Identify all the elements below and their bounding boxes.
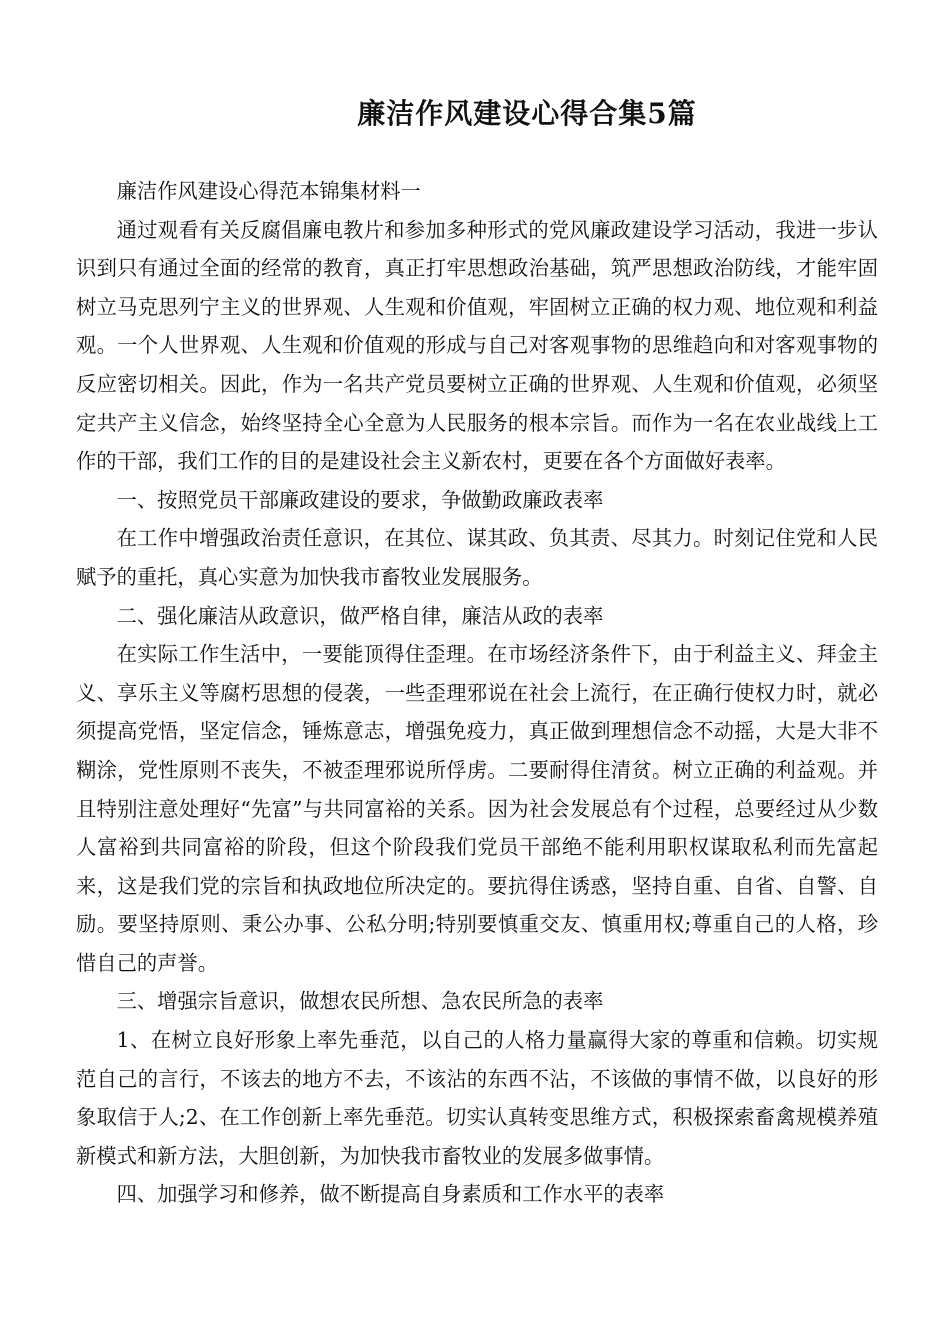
- section-heading-3: 三、增强宗旨意识，做想农民所想、急农民所急的表率: [116, 989, 604, 1014]
- section-heading-1: 一、按照党员干部廉政建设的要求，争做勤政廉政表率: [116, 487, 604, 512]
- paragraph-subtitle: 廉洁作风建设心得范本锦集材料一: [116, 179, 421, 203]
- paragraph-section-1: 在工作中增强政治责任意识，在其位、谋其政、负其责、尽其力。时刻记住党和人民赋予的重托，真心实意为加快我市畜牧业发展服务。: [76, 526, 878, 589]
- paragraph-intro: 通过观看有关反腐倡廉电教片和参加多种形式的党风廉政建设学习活动，我进一步认识到只有通过全面的经常的教育，真正打牢思想政治基础，筑严思想政治防线，才能牢固树立马克思列宁主义的世界观、人生观和价值观，牢固树立正确的权力观、地位观和利益观。一个人世界观、人生观和价值观的形成与自己对客观事物的思维趋向和对客观事物的反应密切相关。因此，作为一名共产党员要树立正确的世界观、人生观和价值观，必须坚定共产主义信念，始终坚持全心全意为人民服务的根本宗旨。而作为一名在农业战线上工作的干部，我们工作的目的是建设社会主义新农村，更要在各个方面做好表率。: [76, 217, 878, 474]
- section-heading-2: 二、强化廉洁从政意识，做严格自律，廉洁从政的表率: [116, 603, 604, 628]
- document-title: 廉洁作风建设心得合集5篇: [357, 97, 697, 130]
- paragraph-section-3: 1、在树立良好形象上率先垂范，以自己的人格力量赢得大家的尊重和信赖。切实规范自己的言行，不该去的地方不去，不该沾的东西不沾，不该做的事情不做，以良好的形象取信于人;2、在工作创新上率先垂范。切实认真转变思维方式，积极探索畜禽规模养殖新模式和新方法，大胆创新，为加快我市畜牧业的发展多做事情。: [76, 1028, 878, 1168]
- paragraph-section-2: 在实际工作生活中，一要能顶得住歪理。在市场经济条件下，由于利益主义、拜金主义、享乐主义等腐朽思想的侵袭，一些歪理邪说在社会上流行，在正确行使权力时，就必须提高党悟，坚定信念，锤炼意志，增强免疫力，真正做到理想信念不动摇，大是大非不糊涂，党性原则不丧失，不被歪理邪说所俘虏。二要耐得住清贫。树立正确的利益观。并且特别注意处理好“先富”与共同富裕的关系。因为社会发展总有个过程，总要经过从少数人富裕到共同富裕的阶段，但这个阶段我们党员干部绝不能利用职权谋取私利而先富起来，这是我们党的宗旨和执政地位所决定的。要抗得住诱惑，坚持自重、自省、自警、自励。要坚持原则、秉公办事、公私分明;特别要慎重交友、慎重用权;尊重自己的人格，珍惜自己的声誉。: [76, 642, 878, 975]
- section-heading-4: 四、加强学习和修养，做不断提高自身素质和工作水平的表率: [116, 1182, 665, 1207]
